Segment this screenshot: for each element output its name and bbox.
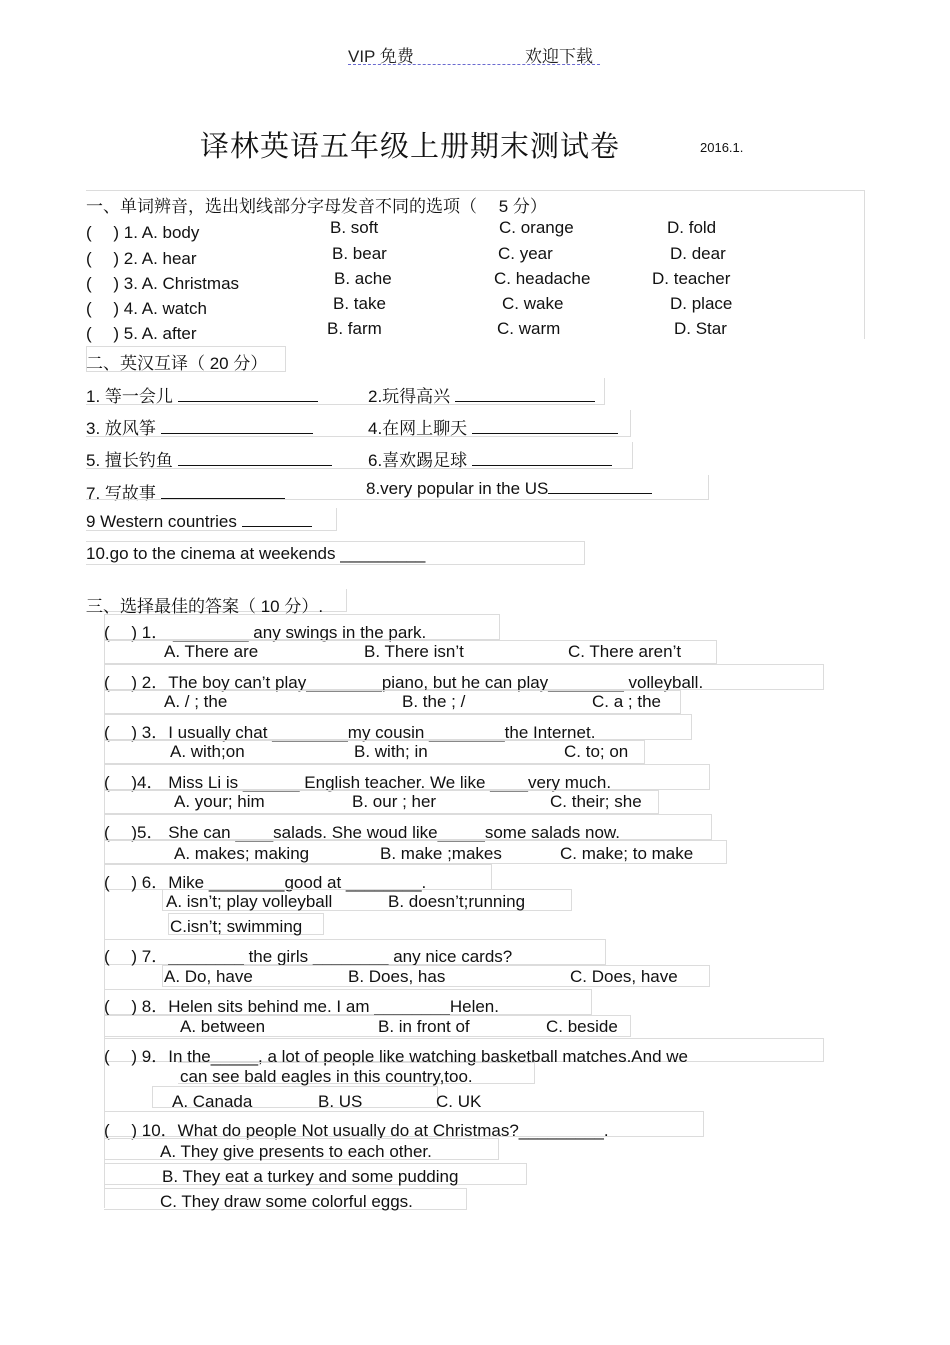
q5-stem: ( )5． She can ____salads. She woud like_____some salads now.: [104, 823, 620, 842]
q6-option-c: C.isn’t; swimming: [170, 917, 303, 936]
s2-item5: 5. 擅长钓鱼: [86, 446, 332, 471]
q8-option-a: A. between: [180, 1017, 266, 1036]
q2-option-a: A. / ; the: [164, 692, 228, 711]
s1-row5-d: D. Star: [674, 319, 727, 338]
s2-item4: 4.在网上聊天: [368, 414, 618, 439]
q5-option-c: C. make; to make: [560, 844, 694, 863]
q5-option-a: A. makes; making: [174, 844, 310, 863]
s1-row2-d: D. dear: [670, 244, 726, 263]
q8-option-b: B. in front of: [378, 1017, 470, 1036]
q10-stem: ( ) 10．What do people Not usually do at Christmas?_________.: [104, 1121, 609, 1140]
q1-option-c: C. There aren’t: [568, 642, 682, 661]
s2-row3-frame: [86, 442, 633, 469]
q9-option-c: C. UK: [436, 1092, 482, 1111]
s1-row5-b: B. farm: [327, 319, 382, 338]
exam-date: 2016.1.: [700, 140, 744, 155]
s1-row3-b: B. ache: [334, 269, 392, 288]
q7-stem: ( ) 7．________ the girls ________ any nice cards?: [104, 947, 513, 966]
q5-option-b: B. make ;makes: [380, 844, 502, 863]
s2-row2-frame: [86, 410, 631, 437]
q4-option-a: A. your; him: [174, 792, 265, 811]
q1-stem: ( ) 1． ________ any swings in the park.: [104, 623, 427, 642]
q3-option-b: B. with; in: [354, 742, 428, 761]
s2-item8: 8.very popular in the US: [366, 479, 652, 499]
s1-row3-a: ( ) 3. A. Christmas: [86, 274, 240, 293]
q6-option-a: A. isn’t; play volleyball: [166, 892, 333, 911]
s1-row1-b: B. soft: [330, 218, 379, 237]
s2-row1-frame: [86, 378, 605, 405]
s1-row4-b: B. take: [333, 294, 386, 313]
q1-option-a: A. There are: [164, 642, 259, 661]
s1-row3-d: D. teacher: [652, 269, 731, 288]
s1-row2-c: C. year: [498, 244, 553, 263]
q2-option-c: C. a ; the: [592, 692, 661, 711]
q4-option-b: B. our ; her: [352, 792, 437, 811]
s1-row1-d: D. fold: [667, 218, 717, 237]
header-left: VIP 免费: [348, 47, 414, 66]
q3-option-c: C. to; on: [564, 742, 629, 761]
q8-option-c: C. beside: [546, 1017, 618, 1036]
q6-option-b: B. doesn’t;running: [388, 892, 526, 911]
section2-heading: 二、英汉互译（ 20 分）: [86, 354, 268, 373]
s1-row3-c: C. headache: [494, 269, 591, 288]
q7-option-b: B. Does, has: [348, 967, 446, 986]
s1-row4-c: C. wake: [502, 294, 564, 313]
s2-item1: 1. 等一会儿: [86, 382, 318, 407]
q7-option-c: C. Does, have: [570, 967, 678, 986]
q9-stem-continued: can see bald eagles in this country,too.: [180, 1067, 473, 1086]
s1-row5-c: C. warm: [497, 319, 561, 338]
s2-item6: 6.喜欢踢足球: [368, 446, 612, 471]
q9-stem: ( ) 9．In the_____, a lot of people like watching basketball matches.And we: [104, 1047, 689, 1066]
q3-option-a: A. with;on: [170, 742, 245, 761]
s2-item10: 10.go to the cinema at weekends _________: [86, 544, 426, 563]
header-right: 欢迎下载: [525, 47, 593, 66]
q9-option-a: A. Canada: [172, 1092, 253, 1111]
q4-option-c: C. their; she: [550, 792, 642, 811]
q2-stem: ( ) 2．The boy can’t play________piano, but he can play________ volleyball.: [104, 673, 704, 692]
section3-heading: 三、选择最佳的答案（ 10 分）.: [86, 597, 324, 616]
q10-option-b: B. They eat a turkey and some pudding: [162, 1167, 459, 1186]
header-divider: [348, 64, 600, 65]
page-title: 译林英语五年级上册期末测试卷: [200, 129, 621, 163]
s2-row5-frame: [86, 508, 337, 531]
q7-option-a: A. Do, have: [164, 967, 253, 986]
s1-row2-b: B. bear: [332, 244, 387, 263]
section1-heading: 一、单词辨音，选出划线部分字母发音不同的选项（ 5 分）: [86, 197, 547, 216]
q8-stem: ( ) 8．Helen sits behind me. I am ________Helen.: [104, 997, 499, 1016]
q9-option-b: B. US: [318, 1092, 363, 1111]
q10-option-c: C. They draw some colorful eggs.: [160, 1192, 413, 1211]
q2-option-b: B. the ; /: [402, 692, 466, 711]
q4-stem: ( )4． Miss Li is ______ English teacher. We like ____very much.: [104, 773, 612, 792]
s2-item7: 7. 写故事: [86, 479, 285, 504]
q10-option-a: A. They give presents to each other.: [160, 1142, 432, 1161]
s2-row6-frame: [86, 541, 585, 565]
s1-row4-a: ( ) 4. A. watch: [86, 299, 207, 318]
q1-option-b: B. There isn’t: [364, 642, 464, 661]
q6-stem: ( ) 6．Mike ________good at ________.: [104, 873, 427, 892]
s2-item9: 9 Western countries: [86, 512, 312, 532]
s1-row1-a: ( ) 1. A. body: [86, 223, 200, 242]
s1-row4-d: D. place: [670, 294, 733, 313]
s1-row5-a: ( ) 5. A. after: [86, 324, 197, 343]
q3-stem: ( ) 3．I usually chat ________my cousin ________the Internet.: [104, 723, 596, 742]
s1-row2-a: ( ) 2. A. hear: [86, 249, 197, 268]
s2-item2: 2.玩得高兴: [368, 382, 595, 407]
s2-item3: 3. 放风筝: [86, 414, 313, 439]
s1-row1-c: C. orange: [499, 218, 574, 237]
s2-row4-frame: [86, 475, 709, 500]
